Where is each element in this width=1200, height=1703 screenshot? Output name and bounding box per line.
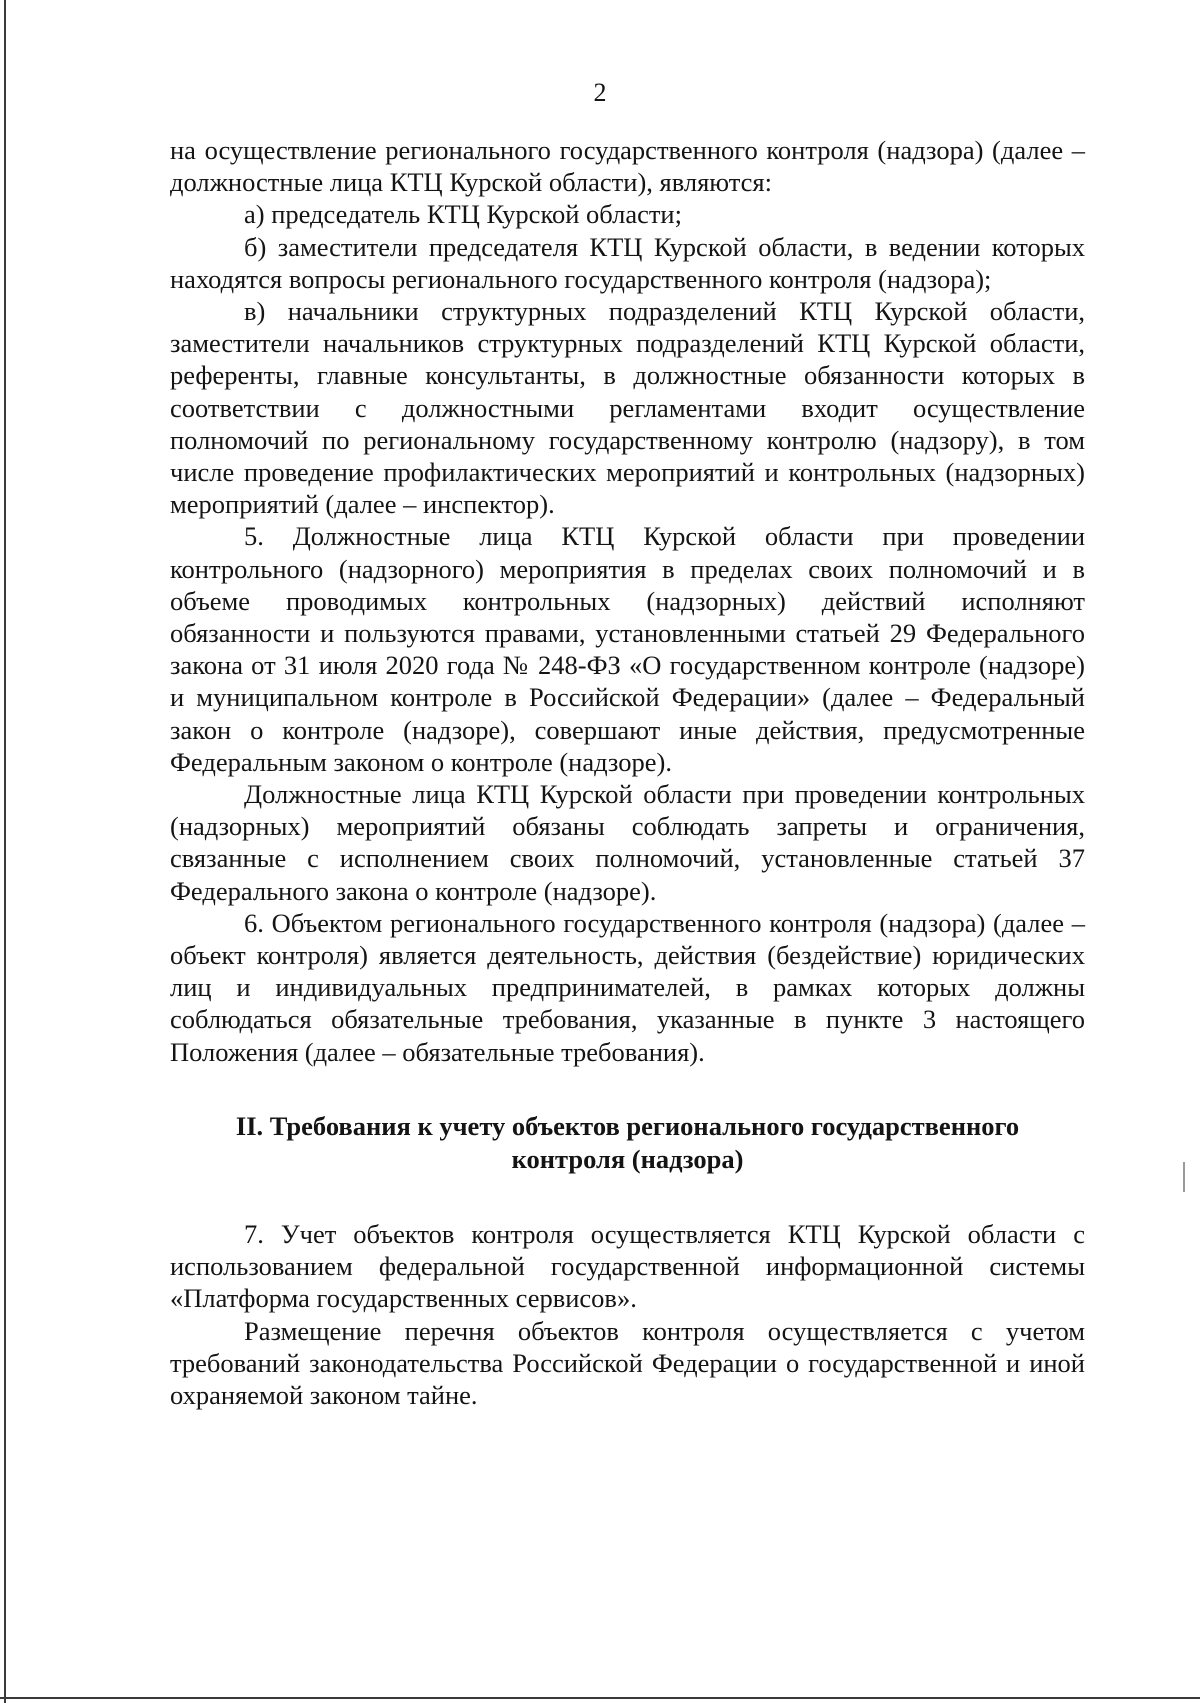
page-number: 2 — [593, 78, 607, 107]
scan-mark-right — [1183, 1162, 1185, 1192]
paragraph: 7. Учет объектов контроля осуществляется КТЦ Курской области с использованием федеральной государственной информационной системы «Платформа государственных сервисов». — [170, 1218, 1085, 1314]
section-heading-line: II. Требования к учету объектов регионального государственного — [235, 1110, 1020, 1141]
paragraph: в) начальники структурных подразделений КТЦ Курской области, заместители начальников структурных подразделений КТЦ Курской области, референты, главные консультанты, в должностные обязанности которых в соответствии с должностными регламентами входит осуществление полномочий по региональному государственному контролю (надзору), в том числе проведение профилактических мероприятий и контрольных (надзорных) мероприятий (далее – инспектор). — [170, 296, 1085, 520]
paragraph: 5. Должностные лица КТЦ Курской области при проведении контрольного (надзорного) мероприятия в пределах своих полномочий и в объеме проводимых контрольных (надзорных) действий исполняют обязанности и пользуются правами, установленными статьей 29 Федерального закона от 31 июля 2020 года № 248-ФЗ «О государственном контроле (надзоре) и муниципальном контроле в Российской Федерации» (далее – Федеральный закон о контроле (надзоре), совершают иные действия, предусмотренные Федеральным законом о контроле (надзоре). — [170, 521, 1085, 777]
paragraph: Должностные лица КТЦ Курской области при проведении контрольных (надзорных) мероприятий обязаны соблюдать запреты и ограничения, связанные с исполнением своих полномочий, установленные статьей 37 Федерального закона о контроле (надзоре). — [170, 779, 1085, 906]
paragraph: 6. Объектом регионального государственного контроля (надзора) (далее – объект контроля) является деятельность, действия (бездействие) юридических лиц и индивидуальных предпринимателей, в рамках которых должны соблюдаться обязательные требования, указанные в пункте 3 настоящего Положения (далее – обязательные требования). — [170, 907, 1085, 1067]
paragraph: б) заместители председателя КТЦ Курской области, в ведении которых находятся вопросы регионального государственного контроля (надзора); — [170, 231, 1085, 294]
section-heading — [170, 1110, 1085, 1176]
document-body — [170, 134, 1085, 1411]
scan-edge-left — [4, 0, 6, 1703]
paragraph: а) председатель КТЦ Курской области; — [244, 199, 682, 230]
paragraph: Размещение перечня объектов контроля осуществляется с учетом требований законодательства Российской Федерации о государственной и иной охраняемой законом тайне. — [170, 1315, 1085, 1410]
section-heading-line: контроля (надзора) — [511, 1143, 744, 1174]
scan-edge-bottom — [0, 1697, 1200, 1699]
paragraph: на осуществление регионального государственного контроля (надзора) (далее – должностные лица КТЦ Курской области), являются: — [170, 135, 1085, 198]
